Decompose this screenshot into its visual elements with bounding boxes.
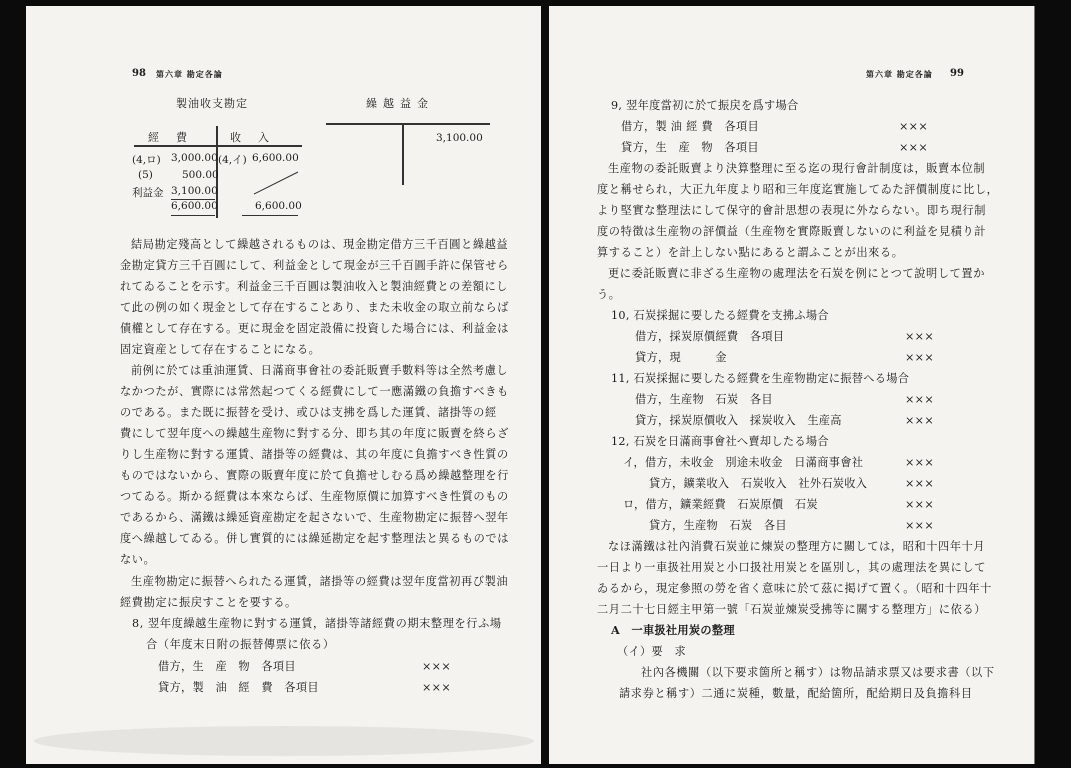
item8-title: 8, 翌年度繰越生産物に對する運賃，諸掛等諸經費の期末整理を行ふ場 xyxy=(132,617,502,630)
row2-debit-label: (5) xyxy=(138,169,153,181)
page-number-left: 98 xyxy=(132,68,146,79)
account-title-seiyu: 製油收支勘定 xyxy=(176,97,248,110)
paragraph-1: 結局勘定殘高として繰越されるものは、現金勘定借方三千百圓と繰越益 金勘定貸方三千百圓にして、利益金として現金が三千百圓手許に保管せら れてゐることを示す。利益金三千百圓は製油收入と製油經費との差額にし て此の例の如く現金として存在することあり、また未收金の取立前ならば 債權として存在する。更に現金を固定設備に投資した場合には、利益金は 固定資産として存在することになる。 xyxy=(120,238,509,356)
item12-entry-2: 貸方，鑛業收入 石炭收入 社外石炭收入 xyxy=(649,477,868,490)
item12-entry-1: イ，借方，未收金 別途未收金 日滿商事會社 xyxy=(623,456,864,469)
kurikoshi-credit-amount: 3,100.00 xyxy=(436,132,483,144)
cancel-diagonal xyxy=(252,170,302,196)
debit-total: 6,600.00 xyxy=(171,200,218,212)
item12-entry-4: 貸方，生産物 石炭 各目 xyxy=(649,519,787,532)
row2-debit-amount: 500.00 xyxy=(182,169,219,181)
t-account2-center-rule xyxy=(402,123,404,185)
item11-title: 11, 石炭採掘に要したる經費を生産物勘定に振替へる場合 xyxy=(611,372,910,385)
item11-entry-1-amount: ××× xyxy=(905,393,935,406)
credit-double-rule xyxy=(242,215,298,216)
row3-debit-amount: 3,100.00 xyxy=(171,185,218,197)
item9-title: 9, 翌年度當初に於て振戻を爲す場合 xyxy=(611,99,799,112)
paragraph-2: 前例に於ては重油運賃、日滿商事會社の委託販賣手數料等は全然考慮し なかつたが、實際には常然起つてくる經費にして一應滿鐵の負擔すべきも のである。また既に振替を受け、或ひは支拂を爲した運賃、諸掛等の經 費にして翌年度への繰越生産物に對する分、即ち其の年度に販賣を終らざ りし生産物に對する運賃、諸掛等の經費は、其の年度に負擔すべき性質の ものではないから、實際の販賣年度に於て負擔せしむる爲め繰越整理を行 つてゐる。斯かる經費は本來ならば、生産物原價に加算すべき性質のもの であるから、滿鐵は繰延資産勘定を起さないで、生産物勘定に振替へ翌年 度へ繰越してゐる。併し實質的には繰延勘定を起す整理法と異るものでは ない。 xyxy=(120,364,509,566)
item11-entry-2-amount: ××× xyxy=(905,414,935,427)
row1-debit-amount: 3,000.00 xyxy=(171,152,218,164)
right-page-edge xyxy=(1034,6,1035,764)
item12-entry-2-amount: ××× xyxy=(905,477,935,490)
running-header-left: 第六章 勘定各論 xyxy=(156,69,223,79)
item9-entry-1: 借方，製 油 經 費 各項目 xyxy=(621,120,759,133)
item10-entry-2-amount: ××× xyxy=(905,351,935,364)
paragraph-3: 生産物勘定に振替へられたる運賃，諸掛等の經費は翌年度當初再び製油 經費勘定に振戻すことを要する。 xyxy=(120,575,509,609)
item12-entry-4-amount: ××× xyxy=(905,519,935,532)
item9-entry-2: 貸方，生 産 物 各項目 xyxy=(621,141,759,154)
subsection-i-heading: （イ）要 求 xyxy=(617,645,686,658)
row3-debit-label: 利益金 xyxy=(132,187,164,199)
item10-entry-1: 借方，採炭原價經費 各項目 xyxy=(635,330,785,343)
t-account2-top-rule xyxy=(326,123,490,125)
item12-title: 12, 石炭を日滿商事會社へ賣却したる場合 xyxy=(611,435,829,448)
left-page xyxy=(26,6,543,764)
item8-entry-1: 借方，生 産 物 各項目 xyxy=(158,660,296,673)
item8-entry-2-amount: ××× xyxy=(422,681,452,694)
item8-title-cont: 合（年度末日附の振替傳票に依る） xyxy=(146,638,335,651)
credit-total: 6,600.00 xyxy=(255,200,302,212)
item11-entry-1: 借方，生産物 石炭 各目 xyxy=(635,393,773,406)
item8-entry-1-amount: ××× xyxy=(422,660,452,673)
debit-double-rule xyxy=(171,215,215,216)
row1-credit-label: (4,イ) xyxy=(218,154,247,166)
t-account-top-rule xyxy=(134,145,302,147)
right-page xyxy=(549,6,1035,764)
item12-entry-3-amount: ××× xyxy=(905,498,935,511)
item10-entry-2: 貸方，現 金 xyxy=(635,351,727,364)
right-paragraph-4: 社內各機關（以下要求箇所と稱す）は物品請求票又は要求書（以下 請求券と稱す）二通に炭種，數量，配給箇所，配給期日及負擔科目 xyxy=(619,666,995,700)
row1-credit-amount: 6,600.00 xyxy=(252,152,299,164)
item9-entry-1-amount: ××× xyxy=(899,120,929,133)
right-paragraph-1: 生産物の委託販賣より決算整理に至る迄の現行會計制度は，販賣本位制 度と稱せられ，大正九年度より昭和三年度迄實施してゐた評價制度に比し， より堅實な整理法にして保守的會計思想の表現に外ならない。即ち現行制 度の特徴は生産物の評價益（生産物を實際販賣しないのに利益を見積り計 算すること）を計上しない點にあると謂ふことが出來る。 xyxy=(597,162,999,259)
item10-entry-1-amount: ××× xyxy=(905,330,935,343)
item11-entry-2: 貸方，採炭原價收入 採炭收入 生産高 xyxy=(635,414,842,427)
item9-entry-2-amount: ××× xyxy=(899,141,929,154)
item10-title: 10, 石炭採掘に要したる經費を支拂ふ場合 xyxy=(611,309,829,322)
scan-smudge xyxy=(34,726,534,756)
right-paragraph-2: 更に委託販賣に非ざる生産物の處理法を石炭を例にとつて說明して置か う。 xyxy=(597,267,985,301)
item8-entry-2: 貸方，製 油 經 費 各項目 xyxy=(158,681,319,694)
right-paragraph-3: なほ滿鐵は社內消費石炭並に煉炭の整理方に關しては，昭和十四年十月 一日より一車扱社用炭と小口扱社用炭とを區別し，其の處理法を異にして ゐるから，現定參照の勞を省く意味に於て茲に掲げて置く。（昭和十四年十 二月二十七日經主甲第一號「石炭並煉炭受拂等に關する整理方」に依る） xyxy=(597,540,992,616)
account-title-kurikoshi: 繰越益金 xyxy=(366,97,434,110)
section-a-heading: A 一車扱社用炭の整理 xyxy=(611,623,735,637)
credit-header: 收 入 xyxy=(230,131,272,144)
page-number-right: 99 xyxy=(950,68,964,79)
debit-header: 經 費 xyxy=(148,131,190,144)
item12-entry-1-amount: ××× xyxy=(905,456,935,469)
item12-entry-3: ロ，借方，鑛業經費 石炭原價 石炭 xyxy=(623,498,818,511)
running-header-right: 第六章 勘定各論 xyxy=(866,69,933,79)
row1-debit-label: (4,ロ) xyxy=(132,154,161,166)
